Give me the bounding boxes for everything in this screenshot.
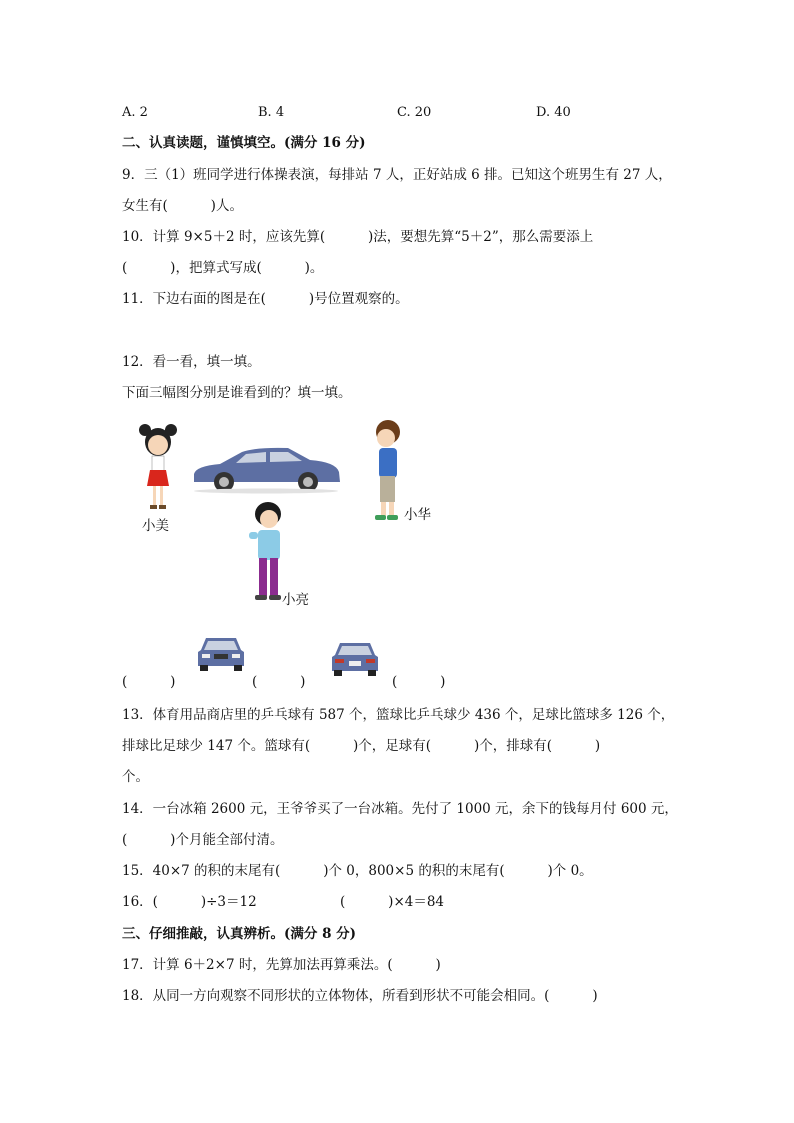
q11-text: 11．下边右面的图是在( )号位置观察的。 xyxy=(122,291,409,307)
q18-text: 18．从同一方向观察不同形状的立体物体，所看到形状不可能会相同。( ) xyxy=(122,988,598,1004)
q9-line-2: 女生有( )人。 xyxy=(122,198,243,214)
option-c: C. 20 xyxy=(397,105,432,120)
q13-line-3: 个。 xyxy=(122,769,149,785)
q12-title: 12．看一看，填一填。 xyxy=(122,354,261,370)
q13-line-2: 排球比足球少 147 个。篮球有( )个，足球有( )个，排球有( ) xyxy=(122,738,601,754)
car-side-view xyxy=(190,444,342,494)
q14-line-2: ( )个月能全部付清。 xyxy=(122,832,284,848)
boy-xiaohua-figure xyxy=(370,418,406,524)
option-d: D. 40 xyxy=(536,105,571,120)
section-3-title: 三、仔细推敲，认真辨析。(满分 8 分) xyxy=(122,926,357,942)
label-xiaomei: 小美 xyxy=(142,518,169,534)
q16-part-1: 16．( )÷3＝12 xyxy=(122,894,257,910)
q12-blank-2[interactable]: ( ) xyxy=(252,674,306,690)
q13-line-1: 13．体育用品商店里的乒乓球有 587 个，篮球比乒乓球少 436 个，足球比篮球多 126 个， xyxy=(122,707,675,723)
label-xiaoliang: 小亮 xyxy=(282,592,309,608)
option-a: A. 2 xyxy=(122,105,148,120)
q10-line-1: 10．计算 9×5＋2 时，应该先算( )法，要想先算“5＋2”，那么需要添上 xyxy=(122,229,594,245)
q12-blank-1[interactable]: ( ) xyxy=(122,674,176,690)
car-front-view xyxy=(196,634,246,674)
section-2-title: 二、认真读题，谨慎填空。(满分 16 分) xyxy=(122,135,366,151)
q12-blank-3[interactable]: ( ) xyxy=(392,674,446,690)
label-xiaohua: 小华 xyxy=(404,507,431,523)
q15-text: 15．40×7 的积的末尾有( )个 0，800×5 的积的末尾有( )个 0。 xyxy=(122,863,593,879)
q16-part-2: ( )×4＝84 xyxy=(340,894,445,910)
option-b: B. 4 xyxy=(258,105,285,120)
q9-line-1: 9．三（1）班同学进行体操表演，每排站 7 人，正好站成 6 排。已知这个班男生有 27 人， xyxy=(122,167,672,183)
girl-xiaomei-figure xyxy=(134,420,178,514)
car-rear-view xyxy=(330,640,380,680)
q10-line-2: ( )，把算式写成( )。 xyxy=(122,260,324,276)
q17-text: 17．计算 6＋2×7 时，先算加法再算乘法。( ) xyxy=(122,957,441,973)
q14-line-1: 14．一台冰箱 2600 元，王爷爷买了一台冰箱。先付了 1000 元，余下的钱每月付 600 元， xyxy=(122,801,678,817)
q12-prompt: 下面三幅图分别是谁看到的？填一填。 xyxy=(122,385,352,401)
